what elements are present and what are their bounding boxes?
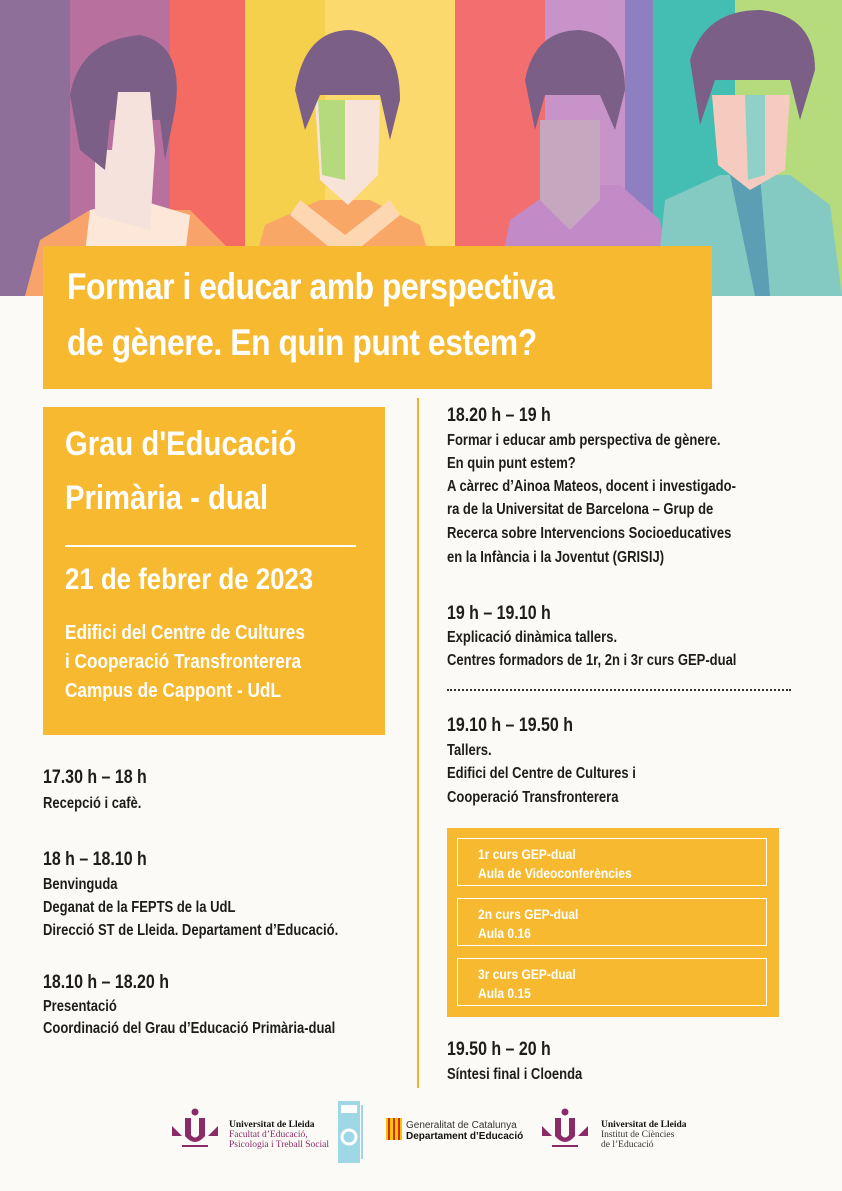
udl-faculty-logo-text: Universitat de Lleida Facultat d’Educació, Psicologia i Treball Social [229,1120,330,1150]
schedule-time: 19.10 h – 19.50 h [447,715,573,736]
schedule-line: Síntesi final i Cloenda [447,1066,583,1083]
schedule-line: Cooperació Transfronterera [447,789,619,806]
workshop-item [457,838,767,886]
schedule-line: Formar i educar amb perspectiva de gènere. [447,432,721,449]
column-divider [417,398,419,1088]
schedule-time: 17.30 h – 18 h [43,767,147,788]
accessibility-seal-icon [338,1101,366,1163]
schedule-line: Edifici del Centre de Cultures i [447,765,636,782]
event-info-box [43,407,385,735]
schedule-time: 18.20 h – 19 h [447,405,551,426]
page-title-line-2: de gènere. En quin punt estem? [67,322,537,363]
schedule-line: Benvinguda [43,876,118,893]
schedule-line: Tallers. [447,742,492,759]
schedule-line: Deganat de la FEPTS de la UdL [43,899,236,916]
schedule-time: 18.10 h – 18.20 h [43,972,169,993]
workshop-course: 1r curs GEP-dual [478,846,576,862]
workshop-room: Aula 0.16 [478,925,531,941]
schedule-line: Coordinació del Grau d’Educació Primària-dual [43,1020,336,1037]
workshop-room: Aula de Videoconferències [478,865,632,881]
title-box [43,246,712,389]
venue-line-2: i Cooperació Transfronterera [65,651,302,673]
workshop-item [457,958,767,1006]
udl-logo-icon-2 [538,1106,592,1154]
udl-ice-logo-text: Universitat de Lleida Institut de Ciències de l’Educació [601,1120,687,1150]
workshop-course: 3r curs GEP-dual [478,966,576,982]
generalitat-flag-icon [386,1118,402,1140]
divider-rule [65,545,356,547]
schedule-line: Recerca sobre Intervencions Socioeducatives [447,525,732,542]
udl-logo-icon [168,1106,222,1154]
schedule-line: En quin punt estem? [447,455,576,472]
workshops-box [447,828,779,1017]
schedule-line: Direcció ST de Lleida. Departament d’Educació. [43,922,339,939]
venue-line-1: Edifici del Centre de Cultures [65,622,305,644]
schedule-time: 18 h – 18.10 h [43,849,147,870]
schedule-line: ra de la Universitat de Barcelona – Grup de [447,501,714,518]
schedule-line: Centres formadors de 1r, 2n i 3r curs GEP-dual [447,652,737,669]
venue-line-3: Campus de Cappont - UdL [65,680,281,702]
page-title-line-1: Formar i educar amb perspectiva [67,266,555,307]
event-date: 21 de febrer de 2023 [65,563,314,596]
schedule-line: Explicació dinàmica tallers. [447,629,618,646]
workshop-item [457,898,767,946]
schedule-line: en la Infància i la Joventut (GRISIJ) [447,549,665,566]
workshop-room: Aula 0.15 [478,985,531,1001]
schedule-line: Recepció i cafè. [43,795,142,812]
program-title-line-1: Grau d'Educació [65,425,297,463]
generalitat-logo-text: Generalitat de Catalunya Departament d’Educació [406,1120,524,1142]
schedule-time: 19 h – 19.10 h [447,603,551,624]
schedule-time: 19.50 h – 20 h [447,1039,551,1060]
schedule-line: Presentació [43,998,117,1015]
schedule-line: A càrrec d’Ainoa Mateos, docent i investigado- [447,478,736,495]
dotted-separator [447,689,791,691]
workshop-course: 2n curs GEP-dual [478,906,579,922]
program-title-line-2: Primària - dual [65,479,269,517]
